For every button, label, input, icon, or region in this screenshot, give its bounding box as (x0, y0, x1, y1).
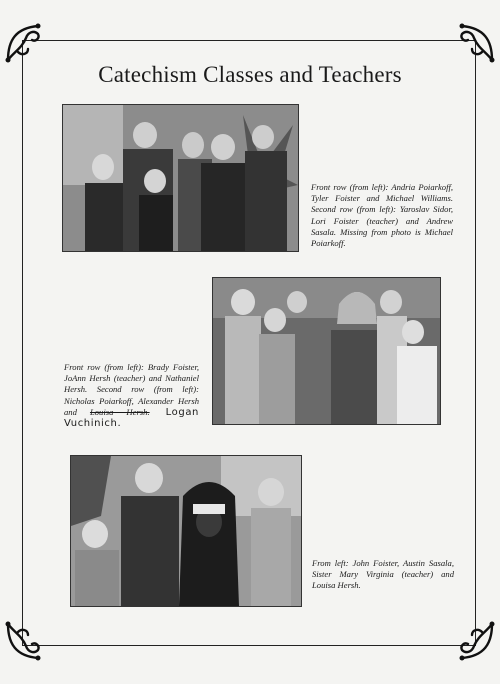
photo-2-handwritten-name: Logan Vuchinich. (64, 406, 199, 430)
ornament-corner-icon (4, 22, 46, 64)
photo-2-caption (64, 362, 199, 429)
group-photo-3 (70, 455, 302, 607)
ornament-corner-icon (454, 22, 496, 64)
group-photo-2 (212, 277, 441, 425)
photo-2-caption-text: Front row (from left): Brady Foister, JoAnn Hersh (teacher) and Nathaniel Hersh. Second row (from left): Nicholas Poiarkoff, Alexander Hersh and (64, 362, 199, 417)
group-photo-1 (62, 104, 299, 252)
photo-1-caption: Front row (from left): Andria Poiarkoff, Tyler Foister and Michael Williams. Second row (from left): Yaroslav Sidor, Lori Foister (teacher) and Andrew Sasala. Missing from photo is Michael Poiarkoff. (311, 182, 453, 249)
photo-3-caption: From left: John Foister, Austin Sasala, Sister Mary Virginia (teacher) and Louisa Hersh. (312, 558, 454, 591)
ornament-corner-icon (454, 620, 496, 662)
ornament-corner-icon (4, 620, 46, 662)
page-title: Catechism Classes and Teachers (98, 62, 402, 87)
photo-2-struck-name: Louisa Hersh. (89, 406, 150, 417)
